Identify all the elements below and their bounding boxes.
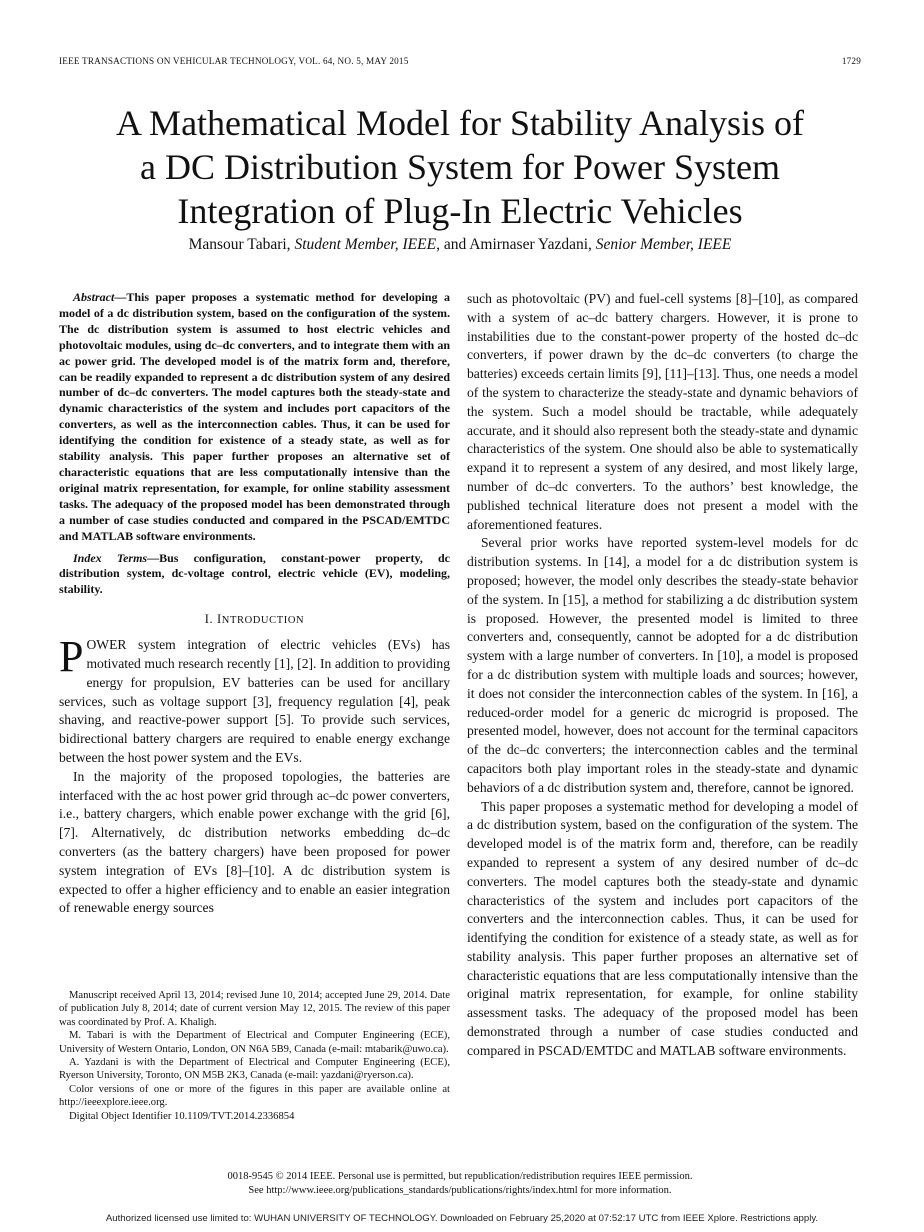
intro-paragraph-3: such as photovoltaic (PV) and fuel-cell systems [8]–[10], as compared with a system of ac–dc battery chargers. However, it is prone to instabilities due to the constant-power property of the hosted dc–dc converters, if power drawn by the dc–dc converters (to charge the batteries) exceeds certain limits [9], [11]–[13]. Thus, one needs a model of the system to characterize the steady-state and dynamic behaviors of the system. Such a model should be tractable, while adequately accurate, and it should also represent both the steady-state and dynamic characteristics of the system. One should also be able to systematically expand it to represent a system of any desired, and most likely large, number of dc–dc converters. To the authors’ best knowledge, the published technical literature does not present a model with the aforementioned features. — [467, 291, 858, 532]
section-heading-introduction — [59, 611, 450, 629]
footnote-manuscript: Manuscript received April 13, 2014; revised June 10, 2014; accepted June 29, 2014. Date of publication July 8, 2014; date of current version May 12, 2015. The review of this paper was coordinated by Prof. A. Khaligh. — [59, 990, 450, 1028]
copyright-line-2: See http://www.ieee.org/publications_standards/publications/rights/index.html for more information. — [248, 1185, 672, 1196]
author-2-role: Senior Member, IEEE — [595, 236, 732, 253]
title-line-1: A Mathematical Model for Stability Analysis of — [116, 103, 804, 143]
copyright-line-1: 0018-9545 © 2014 IEEE. Personal use is permitted, but republication/redistribution requires IEEE permission. — [227, 1171, 693, 1182]
license-footer: Authorized licensed use limited to: WUHAN UNIVERSITY OF TECHNOLOGY. Downloaded on February 25,2020 at 07:52:17 UTC from IEEE Xplore. Restrictions apply. — [105, 1213, 819, 1224]
copyright-notice — [59, 1170, 861, 1198]
intro-paragraph-1 — [59, 632, 450, 768]
abstract-label: Abstract — [73, 290, 115, 304]
index-terms-label: Index Terms — [73, 550, 148, 565]
section-number: I. — [204, 612, 217, 627]
section-initial: I — [217, 612, 222, 627]
footnotes — [59, 989, 450, 1123]
running-head — [59, 56, 861, 70]
footnote-yazdani: A. Yazdani is with the Department of Electrical and Computer Engineering (ECE), Ryerson University, Toronto, ON M5B 2K3, Canada (e-mail: yazdani@ryerson.ca). — [59, 1057, 450, 1082]
footnote-doi: Digital Object Identifier 10.1109/TVT.2014.2336854 — [69, 1110, 295, 1122]
author-line — [59, 235, 861, 255]
right-column — [467, 290, 858, 1061]
author-1-role: Student Member, IEEE — [294, 236, 437, 253]
author-joiner: , and Amirnaser Yazdani, — [436, 236, 596, 253]
abstract — [59, 290, 450, 545]
abstract-text: —This paper proposes a systematic method for developing a model of a dc distribution system, based on the configuration of the system. The dc distribution system is assumed to host electric vehicles and photovoltaic modules, using dc–dc converters, and to integrate them with an ac power grid. The developed model is of the matrix form and, therefore, can be readily expanded to represent a dc distribution system of any desired number of dc–dc converters. The model captures both the steady-state and dynamic characteristics of the system and includes port capacitors of the converters, as well as the interconnection cables. Thus, it can be used for identifying the condition for existence of a steady state, as well as for stability analysis. This paper further proposes an alternative set of characteristic equations that are less computationally intensive than the original matrix representation, for example, for online stability assessment tasks. The adequacy of the proposed model has been demonstrated through a number of case studies conducted and compared in the PSCAD/EMTDC and MATLAB software environments. — [59, 290, 450, 543]
paper-title — [59, 101, 861, 233]
index-terms-text: —Bus configuration, constant-power property, dc distribution system, dc-voltage control, electric vehicle (EV), modeling, stability. — [59, 550, 450, 597]
drop-cap: P — [59, 632, 84, 682]
title-line-3: Integration of Plug-In Electric Vehicles — [177, 191, 743, 231]
journal-name: IEEE TRANSACTIONS ON VEHICULAR TECHNOLOGY, VOL. 64, NO. 5, MAY 2015 — [59, 56, 409, 66]
author-1-name: Mansour Tabari, — [188, 236, 295, 253]
intro-left-body — [59, 632, 450, 918]
intro-paragraph-1-text: OWER system integration of electric vehicles (EVs) has motivated much research recently [1], [2]. In addition to providing energy for propulsion, EV batteries can be used for ancillary services, such as voltage support [3], frequency regulation [4], peak shaving, and reactive-power support [5]. To provide such services, bidirectional battery chargers are required to enable energy exchange between the host power system and the EVs. — [59, 637, 450, 765]
title-line-2: a DC Distribution System for Power System — [140, 147, 780, 187]
footnote-tabari: M. Tabari is with the Department of Electrical and Computer Engineering (ECE), University of Western Ontario, London, ON N6A 5B9, Canada (e-mail: mtabarik@uwo.ca). — [59, 1030, 450, 1055]
index-terms — [59, 551, 450, 599]
intro-paragraph-5: This paper proposes a systematic method for developing a model of a dc distribution system, based on the configuration of the system. The developed model is of the matrix form and, therefore, can be readily expanded to represent a system of any desired number of dc–dc converters. The model captures both the steady-state and dynamic characteristics of the system and includes port capacitors of the converters and the interconnection cables. Thus, it can be used for identifying the condition for existence of a steady state, as well as for stability analysis. This paper further proposes an alternative set of characteristic equations that are less computationally intensive than the original matrix representation, for example, for online stability assessment tasks. The adequacy of the proposed model has been demonstrated through a number of case studies conducted and compared in PSCAD/EMTDC and MATLAB software environments. — [467, 798, 858, 1058]
section-title-rest: NTRODUCTION — [221, 615, 305, 627]
intro-paragraph-2: In the majority of the proposed topologies, the batteries are interfaced with the ac host power grid through ac–dc power converters, i.e., battery chargers, which enable power exchange with the grid [6], [7]. Alternatively, dc distribution networks embedding dc–dc converters (as the battery chargers) have been proposed for power system integration of EVs [8]–[10]. A dc distribution system is expected to offer a higher efficiency and to enable an easier integration of renewable energy sources — [59, 768, 450, 916]
footnote-color: Color versions of one or more of the figures in this paper are available online at http://ieeexplore.ieee.org. — [59, 1083, 450, 1109]
page-number: 1729 — [841, 56, 861, 66]
intro-paragraph-4: Several prior works have reported system-level models for dc distribution systems. In [14], a model for a dc distribution system is proposed; however, the model only describes the steady-state behavior of the system. In [15], a method for stabilizing a dc distribution system is proposed. However, the presented model is limited to three converters and, consequently, cannot be adopted for a dc distribution system with a large number of converters. In [10], a model is proposed for a dc distribution system with multiple loads and sources; however, it does not consider the interconnection cables of the system. In [16], a reduced-order model for a generic dc microgrid is proposed. The presented model, however, does not account for the terminal capacitors of the dc–dc converters; the interconnection cables and the terminal capacitors both play important roles in the steady-state and dynamic behaviors of a dc distribution system and, therefore, cannot be ignored. — [467, 535, 858, 795]
left-column — [59, 290, 450, 918]
